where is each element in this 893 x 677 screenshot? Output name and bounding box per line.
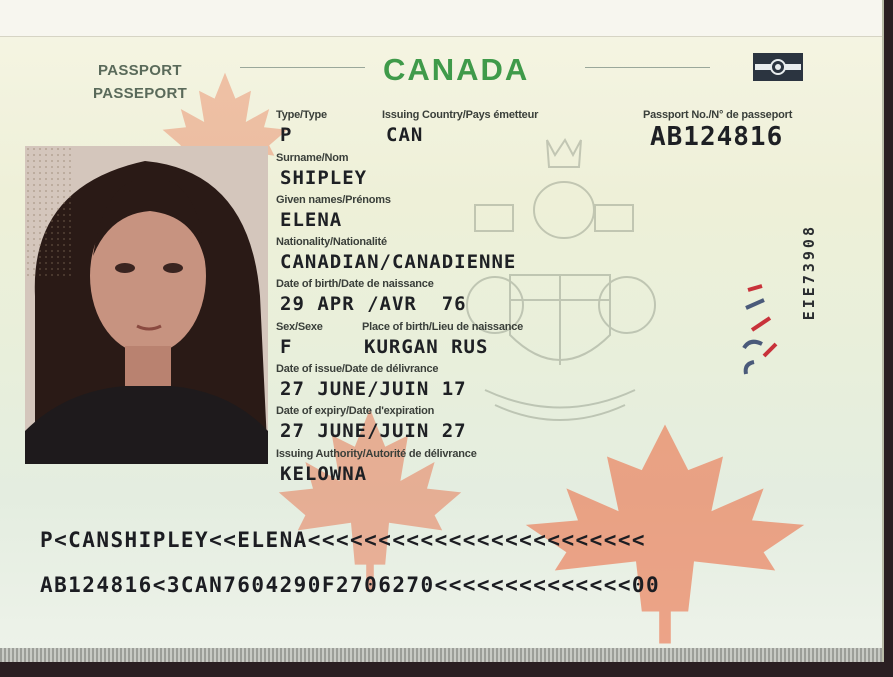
dob-label: Date of birth/Date de naissance [276,278,434,290]
issue-date-label: Date of issue/Date de délivrance [276,363,439,375]
coat-of-arms-icon [455,135,665,435]
passport-number-label: Passport No./N° de passeport [643,109,793,121]
dob-value: 29 APR /AVR 76 [280,293,467,315]
issue-date-value: 27 JUNE/JUIN 17 [280,378,467,400]
page-bottom-edge [0,648,882,662]
expiry-date-label: Date of expiry/Date d'expiration [276,405,435,417]
type-label: Type/Type [276,109,327,121]
surname-value: SHIPLEY [280,167,368,189]
header-rule-right [585,67,710,68]
pob-value: KURGAN RUS [364,336,489,358]
e-passport-chip-icon [753,53,803,81]
header-rule-left [240,67,365,68]
passport-label-fr: PASSEPORT [93,85,188,102]
country-title: CANADA [383,52,530,87]
type-value: P [280,124,293,146]
given-names-value: ELENA [280,209,343,231]
passport-label-en: PASSPORT [98,62,182,79]
ovi-security-icon [740,282,790,382]
authority-label: Issuing Authority/Autorité de délivrance [276,448,477,460]
nationality-label: Nationality/Nationalité [276,236,387,248]
pob-label: Place of birth/Lieu de naissance [362,321,524,333]
issuing-country-value: CAN [386,124,424,146]
document-serial-vertical: EIE73908 [800,224,818,321]
expiry-date-value: 27 JUNE/JUIN 27 [280,420,467,442]
given-names-label: Given names/Prénoms [276,194,391,206]
issuing-country-label: Issuing Country/Pays émetteur [382,109,539,121]
mrz-line-1: P<CANSHIPLEY<<ELENA<<<<<<<<<<<<<<<<<<<<<<<< [40,528,647,552]
sex-value: F [280,336,293,358]
sex-label: Sex/Sexe [276,321,323,333]
passport-number-value: AB124816 [650,122,784,152]
photo-dot-pattern [25,146,75,276]
authority-value: KELOWNA [280,463,368,485]
page-top-band [0,0,882,37]
surname-label: Surname/Nom [276,152,349,164]
nationality-value: CANADIAN/CANADIENNE [280,251,517,273]
mrz-line-2: AB124816<3CAN7604290F2706270<<<<<<<<<<<<<<00 [40,573,661,597]
